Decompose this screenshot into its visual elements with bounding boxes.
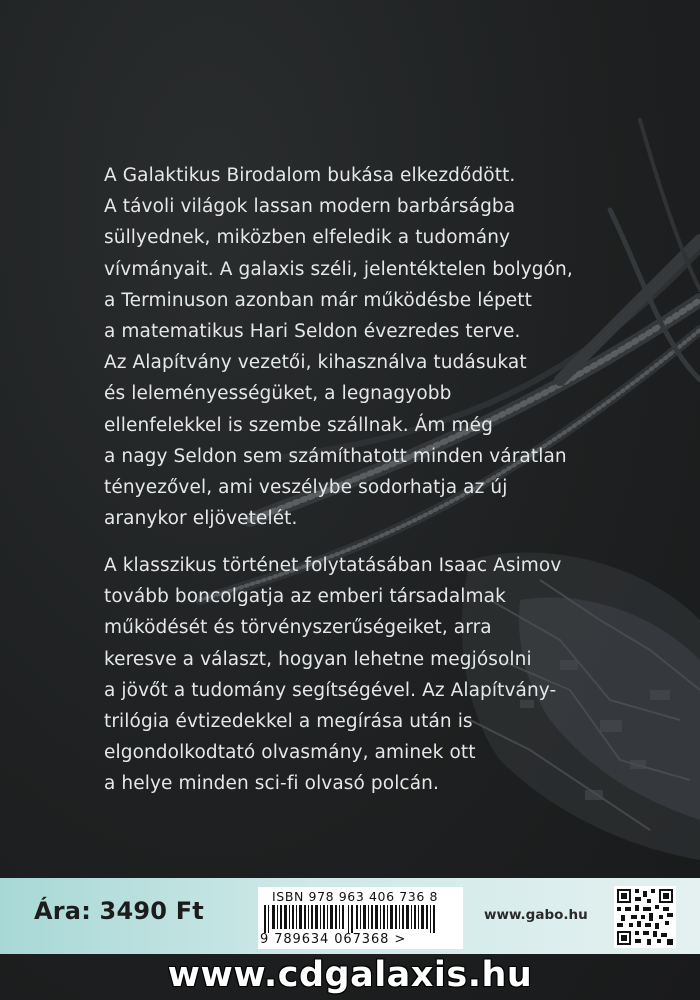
- blurb-line: aranykor eljövetelét.: [104, 508, 298, 530]
- blurb-line: tovább boncolgatja az emberi társadalmak: [104, 586, 506, 608]
- blurb-line: A távoli világok lassan modern barbárságba: [104, 196, 516, 218]
- blurb-line: a Terminuson azonban már működésbe lépett: [104, 289, 532, 311]
- barcode-icon: [264, 905, 446, 933]
- qr-code-icon: [617, 889, 673, 945]
- barcode-digits: 9 789634 067368 >: [260, 932, 407, 947]
- blurb-line: és leleményességüket, a legnagyobb: [104, 383, 452, 405]
- blurb-line: a matematikus Hari Seldon évezredes terve.: [104, 321, 521, 343]
- blurb-line: vívmányait. A galaxis széli, jelentéktelen bolygón,: [104, 258, 573, 280]
- watermark-url: www.cdgalaxis.hu: [167, 955, 533, 995]
- price-label: Ára: 3490 Ft: [34, 897, 204, 925]
- blurb-line: a nagy Seldon sem számíthatott minden váratlan: [104, 445, 567, 467]
- blurb-line: tényezővel, ami veszélybe sodorhatja az új: [104, 477, 508, 499]
- publisher-url: www.gabo.hu: [484, 907, 588, 923]
- isbn-number: ISBN 978 963 406 736 8: [272, 889, 439, 904]
- blurb-line: A klasszikus történet folytatásában Isaac Asimov: [104, 555, 562, 576]
- blurb-line: trilógia évtizedekkel a megírása után is: [104, 711, 473, 733]
- blurb-line: Az Alapítvány vezetői, kihasználva tudásukat: [104, 352, 527, 374]
- blurb-line: A Galaktikus Birodalom bukása elkezdődött.: [104, 165, 516, 186]
- blurb-line: a helye minden sci-fi olvasó polcán.: [104, 773, 439, 795]
- blurb-paragraph-2: [104, 550, 624, 800]
- blurb-line: süllyednek, miközben elfeledik a tudomány: [104, 227, 511, 249]
- blurb-line: elgondolkodtató olvasmány, aminek ott: [104, 742, 476, 764]
- blurb-line: működését és törvényszerűségeiket, arra: [104, 617, 492, 639]
- blurb-line: keresve a választ, hogyan lehetne megjósolni: [104, 648, 532, 670]
- blurb-line: a jövőt a tudomány segítségével. Az Alapítvány-: [104, 679, 557, 701]
- blurb-paragraph-1: [104, 160, 624, 534]
- blurb-line: ellenfelekkel is szembe szállnak. Ám még: [104, 414, 493, 436]
